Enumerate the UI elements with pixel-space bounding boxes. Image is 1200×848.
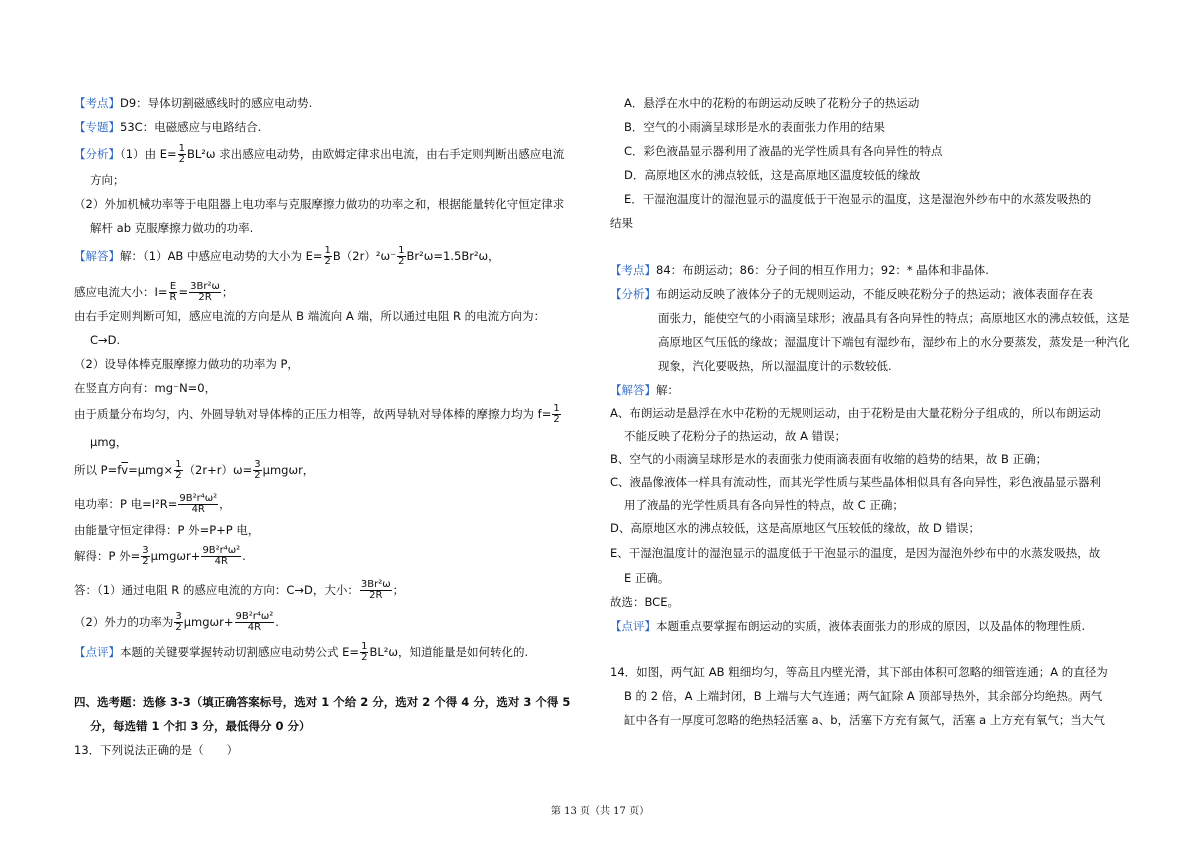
- fraction: [174, 612, 182, 633]
- dianping-line: [74, 642, 528, 663]
- fraction: [178, 494, 218, 515]
- fenxi-line-4: 解杆 ab 克服摩擦力做功的功率.: [90, 221, 254, 235]
- text-run: ；: [221, 285, 234, 299]
- text-run: 由于质量分布均匀，内、外圆导轨对导体棒的正压力相等，故两导轨对导体棒的摩擦力均为 f=: [74, 407, 552, 421]
- solution-e-2: E 正确。: [624, 571, 670, 585]
- denominator: 2: [553, 414, 560, 425]
- numerator: 3Br²ω: [190, 281, 220, 292]
- r-kaodian-text: 84：布朗运动；86：分子间的相互作用力；92：* 晶体和非晶体.: [656, 263, 989, 277]
- solution-e-1: E、干湿泡温度计的湿泡显示的温度低于干泡显示的温度，是因为湿泡外纱布中的水蒸发吸热，故: [610, 546, 1101, 560]
- r-dianping-line: [610, 618, 1085, 634]
- fraction: [235, 612, 275, 633]
- numerator: 3: [142, 545, 149, 556]
- fenxi-line-2: 方向；: [90, 173, 125, 187]
- text-run: 感应电流大小：I=: [74, 285, 168, 299]
- r-kaodian-line: [610, 262, 989, 278]
- fraction: [189, 282, 221, 303]
- section4-heading-1: 四、选考题：选修 3-3（填正确答案标号，选对 1 个给 2 分，选对 2 个得 4 分，选对 3 个得 5: [74, 695, 571, 709]
- text-run: μmgωr+: [150, 549, 201, 563]
- fraction: [360, 642, 368, 663]
- fenxi-tag: 【分析】: [74, 147, 120, 161]
- numerator: 1: [398, 245, 405, 256]
- fraction: [169, 282, 178, 303]
- numerator: E: [169, 281, 177, 292]
- sop-line: [74, 460, 314, 481]
- r-fenxi-tag: 【分析】: [610, 287, 656, 301]
- denominator: 2: [361, 652, 368, 663]
- r-fenxi-line-1: [610, 286, 1093, 302]
- option-e-2: 结果: [610, 216, 633, 230]
- choose-line: 故选：BCE。: [610, 595, 679, 609]
- section4-heading-2: 分，每选错 1 个扣 3 分，最低得分 0 分）: [90, 719, 311, 733]
- kaodian-text: D9：导体切割磁感线时的感应电动势.: [120, 96, 313, 110]
- text-run: Br²ω=1.5Br²ω，: [406, 249, 500, 263]
- r-dianping-tag: 【点评】: [610, 619, 656, 633]
- solution-d: D、高原地区水的沸点较低，这是高原地区气压较低的缘故，故 D 错误；: [610, 521, 981, 535]
- r-fenxi-line-2: 面张力，能使空气的小雨滴呈球形；液晶具有各向异性的特点；高原地区水的沸点较低，这是: [658, 311, 1130, 325]
- numerator: 9B²r⁴ω²: [179, 493, 218, 504]
- option-b: B．空气的小雨滴呈球形是水的表面张力作用的结果: [624, 120, 885, 134]
- text-run: （1）由 E=: [120, 147, 177, 161]
- rhr-line-2: C→D.: [90, 333, 121, 347]
- fenxi-line-1: [74, 144, 564, 165]
- zhuanti-line: [74, 119, 261, 135]
- mass-line: [74, 404, 562, 425]
- text-run: 布朗运动反映了液体分子的无规则运动，不能反映花粉分子的热运动；液体表面存在表: [656, 287, 1093, 301]
- text-run: =: [178, 285, 189, 299]
- jieda-tag: 【解答】: [74, 249, 120, 263]
- fraction: [174, 460, 182, 481]
- text-run: 本题重点要掌握布朗运动的实质，液体表面张力的形成的原因，以及晶体的物理性质.: [656, 619, 1086, 633]
- solution-c-1: C、液晶像液体一样具有流动性，而其光学性质与某些晶体相似具有各向异性，彩色液晶显示器利: [610, 475, 1102, 489]
- denominator: 4R: [191, 504, 205, 515]
- question-14-line-1: 14．如图，两气缸 AB 粗细均匀，等高且内壁光滑，其下部由体积可忽略的细管连通；A 的直径为: [610, 665, 1108, 679]
- denominator: 2: [142, 556, 149, 567]
- text-run: 所以 P=f: [74, 463, 122, 477]
- current-line: [74, 282, 233, 303]
- fraction: [324, 246, 332, 267]
- solution-b: B、空气的小雨滴呈球形是水的表面张力使雨滴表面有收缩的趋势的结果，故 B 正确；: [610, 452, 1048, 466]
- text-run: =μmg×: [128, 463, 174, 477]
- numerator: 9B²r⁴ω²: [235, 611, 274, 622]
- conservation-line: 由能量守恒定律得：P 外=P+P 电，: [74, 523, 260, 537]
- numerator: 1: [553, 403, 560, 414]
- kaodian-line: [74, 95, 312, 111]
- text-run: μmgωr，: [262, 463, 315, 477]
- denominator: 4R: [247, 622, 262, 633]
- text-run: 本题的关键要掌握转动切割感应电动势公式 E=: [120, 645, 360, 659]
- dianping-tag: 【点评】: [74, 645, 120, 659]
- option-d: D．高原地区水的沸点较低，这是高原地区温度较低的缘故: [624, 168, 921, 182]
- fraction: [178, 144, 186, 165]
- denominator: 2: [175, 622, 182, 633]
- answer-line-2: [74, 612, 279, 633]
- option-c: C．彩色液晶显示器利用了液晶的光学性质具有各向异性的特点: [624, 144, 943, 158]
- text-run: 解：（1）AB 中感应电动势的大小为 E=: [120, 249, 323, 263]
- text-run: 解得：P 外=: [74, 549, 141, 563]
- text-run: BL²ω，知道能量是如何转化的.: [369, 645, 529, 659]
- solution-line: [74, 546, 246, 567]
- fenxi-line-3: （2）外加机械功率等于电阻器上电功率与克服摩擦力做功的功率之和，根据能量转化守恒定律求: [74, 197, 565, 211]
- text-run: .: [275, 615, 279, 629]
- question-14-line-3: 缸中各有一厚度可忽略的绝热轻活塞 a、b，活塞下方充有氮气，活塞 a 上方充有氧气；当大气: [624, 713, 1105, 727]
- text-run: ；: [392, 583, 405, 597]
- r-jieda-line: [610, 382, 679, 398]
- numerator: 1: [324, 245, 331, 256]
- numerator: 1: [361, 641, 368, 652]
- text-run: （2r+r）ω=: [183, 463, 253, 477]
- numerator: 3: [175, 611, 182, 622]
- fraction: [141, 546, 149, 567]
- elec-line: [74, 494, 231, 515]
- solution-a-1: A、布朗运动是悬浮在水中花粉的无规则运动，由于花粉是由大量花粉分子组成的，所以布朗运动: [610, 406, 1101, 420]
- text-run: μmgωr+: [183, 615, 234, 629]
- mu-line: μmg，: [90, 435, 128, 449]
- answer-line-1: [74, 580, 404, 601]
- denominator: 2R: [369, 590, 383, 601]
- numerator: 1: [178, 143, 185, 154]
- jieda-line: [74, 246, 500, 267]
- fraction: [360, 580, 392, 601]
- text-run: （2）外力的功率为: [74, 615, 174, 629]
- option-a: A．悬浮在水中的花粉的布朗运动反映了花粉分子的热运动: [624, 96, 920, 110]
- velocity-bar: $\overline{v}$: [121, 463, 129, 477]
- r-fenxi-line-3: 高原地区气压低的缘故；湿温度计下端包有湿纱布，湿纱布上的水分要蒸发，蒸发是一种汽化: [658, 335, 1130, 349]
- numerator: 3: [254, 459, 261, 470]
- numerator: 9B²r⁴ω²: [202, 545, 241, 556]
- option-e-1: E．干湿泡温度计的湿泡显示的温度低于干泡显示的温度，这是湿泡外纱布中的水蒸发吸热的: [624, 192, 1092, 206]
- question-14-line-2: B 的 2 倍，A 上端封闭，B 上端与大气连通；两气缸除 A 顶部导热外，其余部分均绝热。两气: [624, 689, 1103, 703]
- text-run: B（2r）²ω⁻: [332, 249, 397, 263]
- text-run: ，: [219, 497, 231, 511]
- text-run: .: [242, 549, 246, 563]
- denominator: 2: [398, 256, 405, 267]
- kaodian-tag: 【考点】: [74, 96, 120, 110]
- denominator: 2: [324, 256, 331, 267]
- r-fenxi-line-4: 现象，汽化要吸热，所以湿温度计的示数较低.: [658, 359, 892, 373]
- rhr-line-1: 由右手定则判断可知，感应电流的方向是从 B 端流向 A 端，所以通过电阻 R 的电流方向为：: [74, 309, 546, 323]
- numerator: 1: [175, 459, 182, 470]
- fraction: [201, 546, 241, 567]
- part2-line: （2）设导体棒克服摩擦力做功的功率为 P，: [74, 357, 299, 371]
- numerator: 3Br²ω: [360, 579, 391, 590]
- fraction: [253, 460, 261, 481]
- denominator: 2: [175, 470, 182, 481]
- denominator: 2: [178, 154, 185, 165]
- question-13: 13．下列说法正确的是（ ）: [74, 743, 239, 757]
- text-run: BL²ω 求出感应电动势，由欧姆定律求出电流，由右手定则判断出感应电流: [187, 147, 565, 161]
- page-footer: 第 13 页（共 17 页）: [550, 806, 650, 817]
- r-kaodian-tag: 【考点】: [610, 263, 656, 277]
- vertical-line: 在竖直方向有：mg⁻N=0，: [74, 381, 217, 395]
- solution-c-2: 用了液晶的光学性质具有各向异性的特点，故 C 正确；: [624, 498, 904, 512]
- zhuanti-tag: 【专题】: [74, 120, 120, 134]
- denominator: 4R: [214, 556, 228, 567]
- text-run: 电功率：P 电=I²R=: [74, 497, 178, 511]
- denominator: R: [169, 292, 177, 303]
- fraction: [552, 404, 560, 425]
- denominator: 2: [254, 470, 261, 481]
- solution-a-2: 不能反映了花粉分子的热运动，故 A 错误；: [624, 429, 847, 443]
- text-run: 答：（1）通过电阻 R 的感应电流的方向：C→D，大小：: [74, 583, 359, 597]
- r-jieda-tag: 【解答】: [610, 383, 656, 397]
- text-run: 解：: [656, 383, 679, 397]
- denominator: 2R: [198, 292, 212, 303]
- fraction: [397, 246, 405, 267]
- zhuanti-text: 53C：电磁感应与电路结合.: [120, 120, 262, 134]
